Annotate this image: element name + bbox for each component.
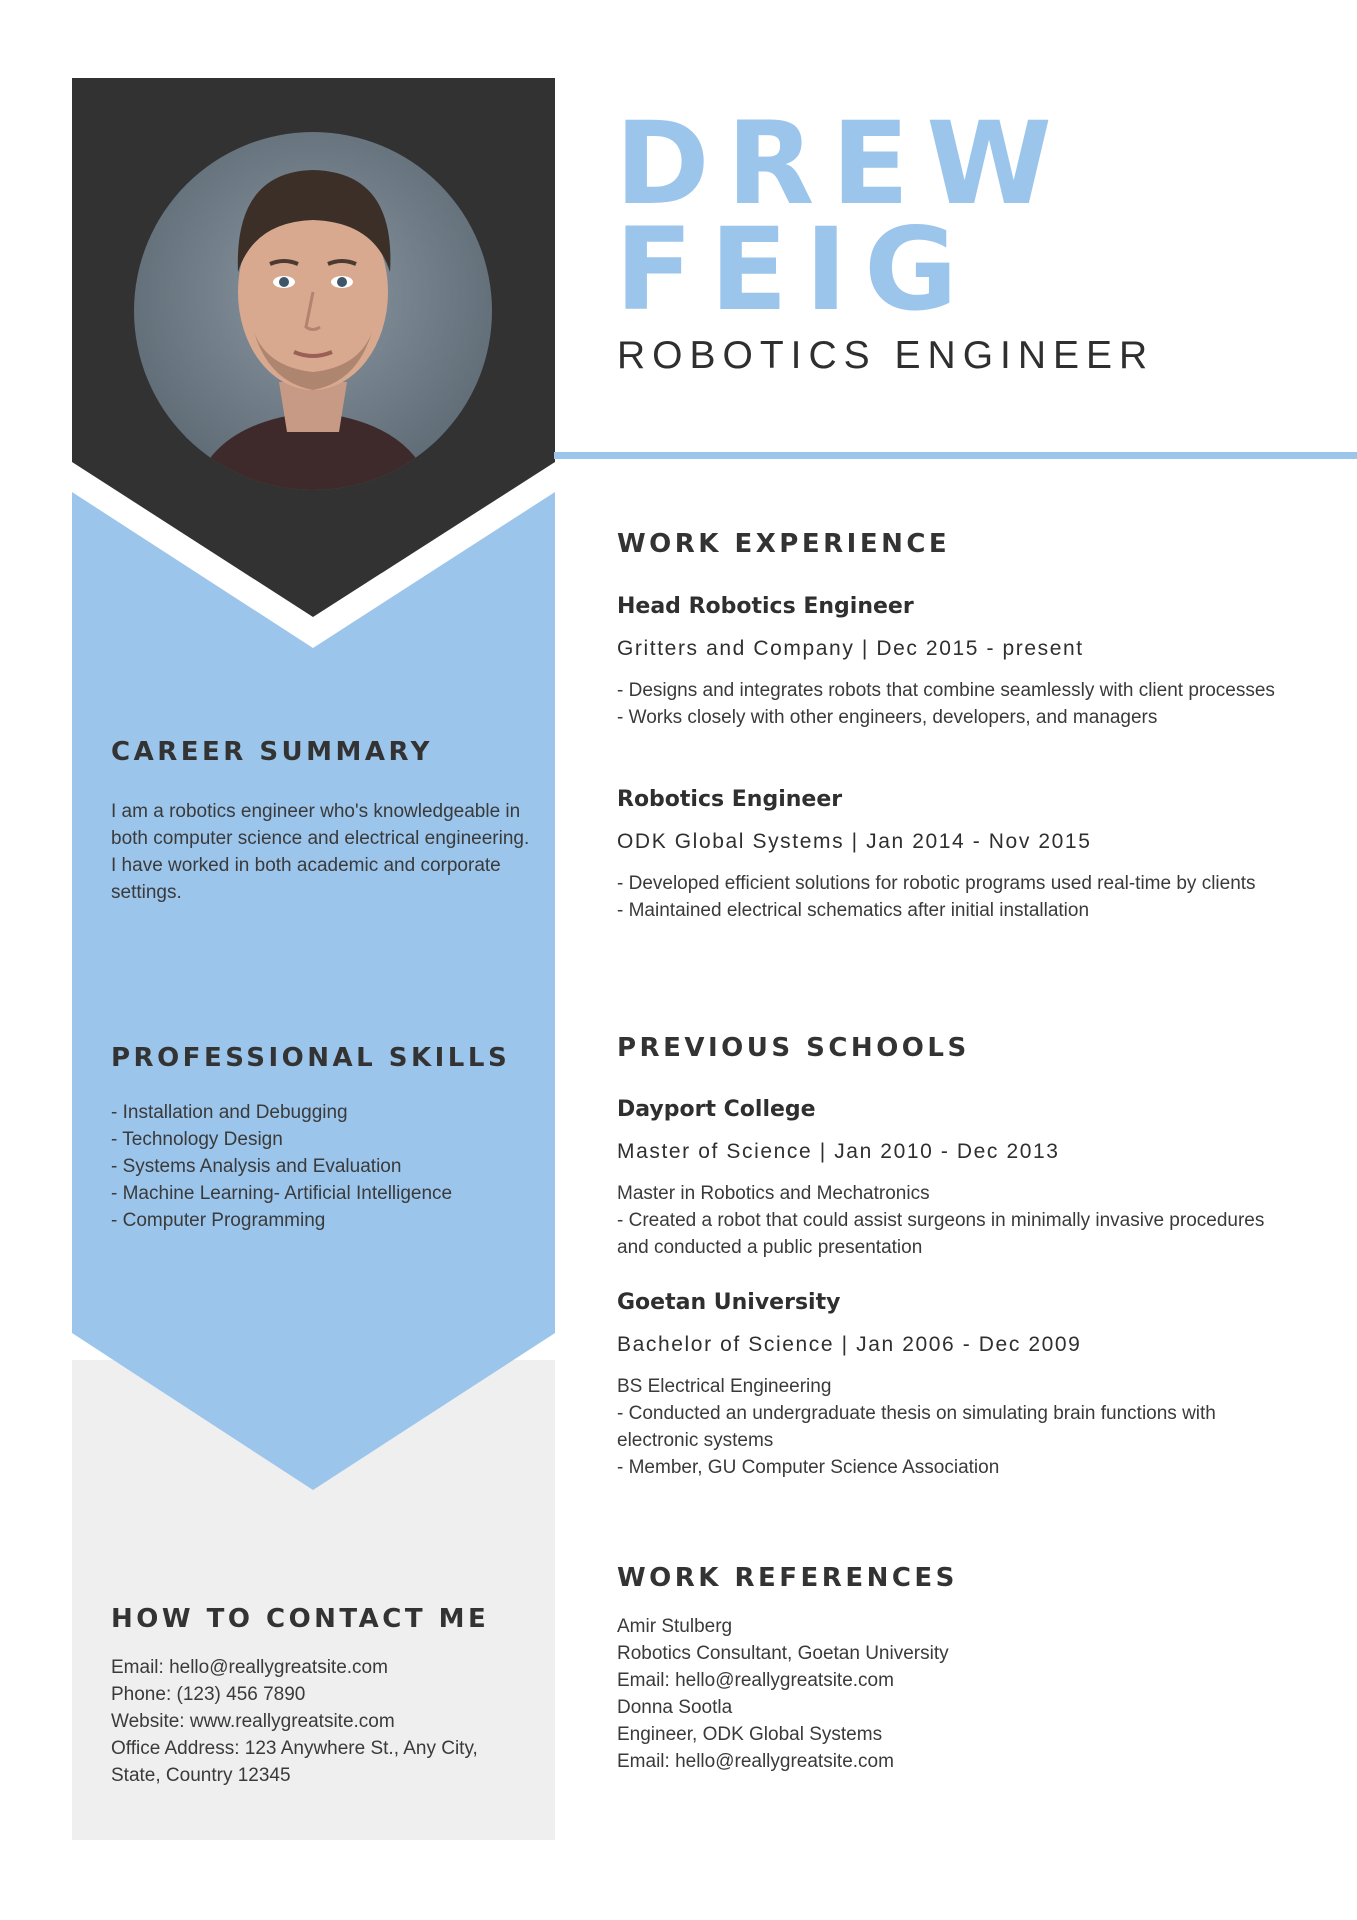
career-summary-heading: CAREER SUMMARY	[111, 737, 433, 767]
reference-email: Email: hello@reallygreatsite.com	[617, 1751, 894, 1772]
job-2-details	[617, 870, 1297, 924]
contact-website: Website: www.reallygreatsite.com	[111, 1711, 395, 1732]
school-1-details	[617, 1180, 1297, 1261]
job-2-title: Robotics Engineer	[617, 787, 843, 812]
skill-item: - Computer Programming	[111, 1210, 326, 1231]
job-1-detail: - Works closely with other engineers, developers, and managers	[617, 707, 1158, 728]
work-experience-heading: WORK EXPERIENCE	[617, 529, 951, 559]
school-2-meta: Bachelor of Science | Jan 2006 - Dec 2009	[617, 1333, 1082, 1356]
school-2-detail: - Conducted an undergraduate thesis on simulating brain functions with electronic systems	[617, 1403, 1216, 1451]
first-name: DREW	[615, 97, 1070, 230]
contact-list	[111, 1654, 478, 1789]
school-2-details	[617, 1373, 1297, 1481]
reference-name: Amir Stulberg	[617, 1616, 733, 1637]
profile-photo	[134, 132, 492, 490]
career-summary-text: I am a robotics engineer who's knowledgeable in both computer science and electrical engineering. I have worked in both academic and corporate settings.	[111, 801, 530, 903]
job-title: ROBOTICS ENGINEER	[617, 334, 1155, 377]
skill-item: - Machine Learning- Artificial Intelligence	[111, 1183, 453, 1204]
contact-address: Office Address: 123 Anywhere St., Any City,	[111, 1738, 478, 1759]
reference-email: Email: hello@reallygreatsite.com	[617, 1670, 894, 1691]
contact-phone: Phone: (123) 456 7890	[111, 1684, 306, 1705]
contact-heading: HOW TO CONTACT ME	[111, 1604, 490, 1634]
school-2-detail: - Member, GU Computer Science Association	[617, 1457, 1000, 1478]
job-1-title: Head Robotics Engineer	[617, 594, 914, 619]
reference-name: Donna Sootla	[617, 1697, 733, 1718]
job-2-meta: ODK Global Systems | Jan 2014 - Nov 2015	[617, 830, 1092, 853]
school-1-name: Dayport College	[617, 1097, 816, 1122]
school-1-detail: Master in Robotics and Mechatronics	[617, 1183, 930, 1204]
reference-role: Robotics Consultant, Goetan University	[617, 1643, 949, 1664]
skills-heading: PROFESSIONAL SKILLS	[111, 1043, 511, 1073]
references-list	[617, 1613, 949, 1775]
school-1-meta: Master of Science | Jan 2010 - Dec 2013	[617, 1140, 1060, 1163]
school-2-name: Goetan University	[617, 1290, 841, 1315]
job-1-detail: - Designs and integrates robots that combine seamlessly with client processes	[617, 680, 1275, 701]
contact-address-line-2: State, Country 12345	[111, 1765, 291, 1786]
references-heading: WORK REFERENCES	[617, 1563, 958, 1593]
skill-item: - Technology Design	[111, 1129, 283, 1150]
job-1-meta: Gritters and Company | Dec 2015 - present	[617, 637, 1084, 660]
schools-heading: PREVIOUS SCHOOLS	[617, 1033, 970, 1063]
skill-item: - Systems Analysis and Evaluation	[111, 1156, 402, 1177]
blue-chevron-panel	[72, 492, 555, 1490]
job-2-detail: - Maintained electrical schematics after initial installation	[617, 900, 1090, 921]
contact-email: Email: hello@reallygreatsite.com	[111, 1657, 388, 1678]
job-1-details	[617, 677, 1297, 731]
job-2-detail: - Developed efficient solutions for robotic programs used real-time by clients	[617, 873, 1256, 894]
skill-item: - Installation and Debugging	[111, 1102, 348, 1123]
last-name: FEIG	[615, 203, 975, 336]
school-1-detail: - Created a robot that could assist surgeons in minimally invasive procedures and conducted a public presentation	[617, 1210, 1265, 1258]
skills-list	[111, 1099, 452, 1234]
school-2-detail: BS Electrical Engineering	[617, 1376, 832, 1397]
header-divider	[554, 452, 1357, 459]
reference-role: Engineer, ODK Global Systems	[617, 1724, 883, 1745]
